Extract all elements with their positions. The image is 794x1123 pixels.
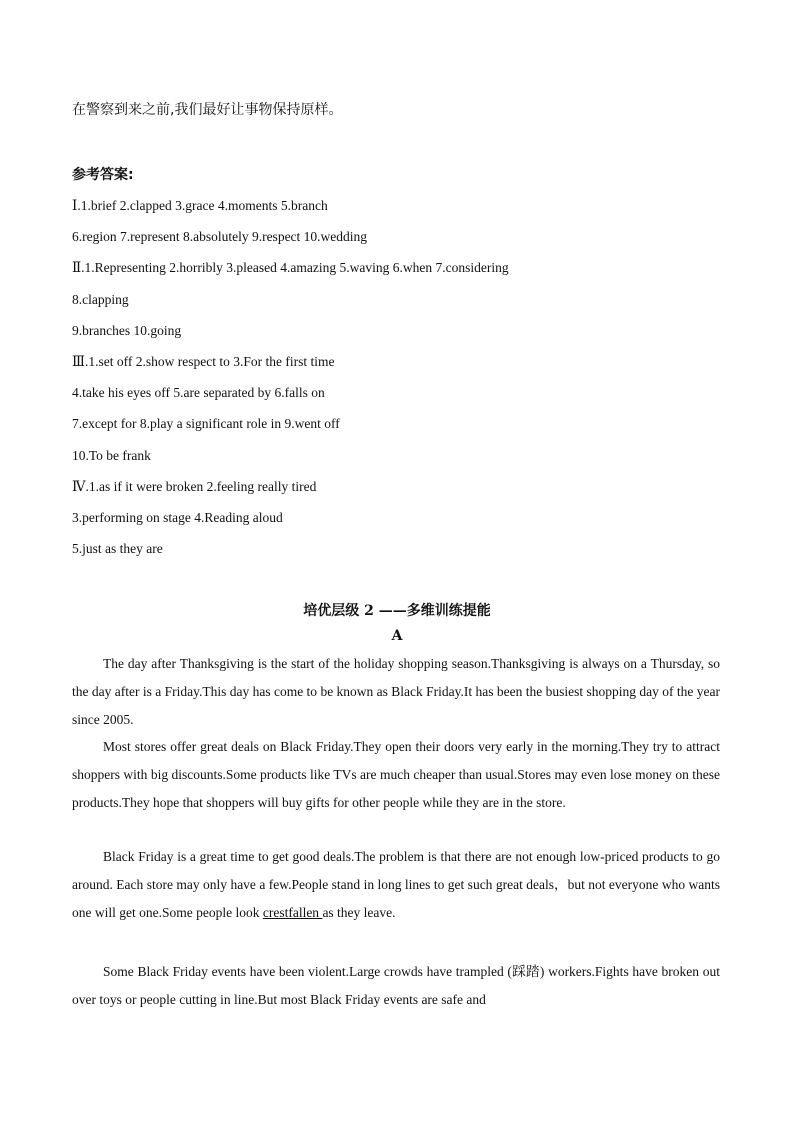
section-title: 培优层级 2 ——多维训练提能	[303, 603, 491, 619]
paragraph-text: as they leave.	[322, 904, 396, 920]
answer-line: 7.except for 8.play a significant role in 9.went off	[72, 416, 340, 431]
answer-heading: 参考答案:	[72, 167, 134, 183]
answer-line: 3.performing on stage 4.Reading aloud	[72, 510, 283, 525]
underlined-word: crestfallen	[262, 904, 323, 920]
translation-sentence: 在警察到来之前,我们最好让事物保持原样。	[72, 102, 343, 118]
passage-paragraph-1	[72, 650, 720, 733]
answer-line: 5.just as they are	[72, 541, 163, 556]
passage-label: A	[391, 628, 403, 644]
paragraph-text: The day after Thanksgiving is the start of the holiday shopping season.Thanksgiving is always on a Thursday, so the day after is a Friday.This day has come to be known as Black Friday.It has been the busiest shopping day of the year since 2005.	[72, 656, 720, 727]
paragraph-text: Most stores offer great deals on Black Friday.They open their doors very early in the morning.They try to attract shoppers with big discounts.Some products like TVs are much cheaper than usual.Stores may even lose money on these products.They hope that shoppers will buy gifts for other people while they are in the store.	[72, 739, 720, 810]
answer-line: 6.region 7.represent 8.absolutely 9.respect 10.wedding	[72, 229, 368, 244]
paragraph-text: Black Friday is a great time to get good deals.The problem is that there are not enough low-priced products to go around. Each store may only have a few.People stand in long lines to get such great deals，but not everyone who wants one will get one.Some people look	[72, 849, 720, 920]
paragraph-text: Some Black Friday events have been violent.Large crowds have trampled (踩踏) workers.Fights have broken out over toys or people cutting in line.But most Black Friday events are safe and	[72, 964, 720, 1007]
answer-line: 4.take his eyes off 5.are separated by 6.falls on	[72, 385, 325, 400]
answer-line: Ⅰ.1.brief 2.clapped 3.grace 4.moments 5.branch	[72, 198, 328, 213]
answer-line: 10.To be frank	[72, 448, 151, 463]
passage-paragraph-2	[72, 733, 720, 816]
answer-line: 8.clapping	[72, 292, 129, 307]
answer-line: Ⅱ.1.Representing 2.horribly 3.pleased 4.amazing 5.waving 6.when 7.considering	[72, 260, 509, 275]
passage-paragraph-4	[72, 958, 720, 1014]
answer-line: Ⅳ.1.as if it were broken 2.feeling really tired	[72, 479, 317, 494]
answer-line: Ⅲ.1.set off 2.show respect to 3.For the first time	[72, 354, 335, 369]
answer-line: 9.branches 10.going	[72, 323, 182, 338]
passage-paragraph-3	[72, 843, 720, 926]
